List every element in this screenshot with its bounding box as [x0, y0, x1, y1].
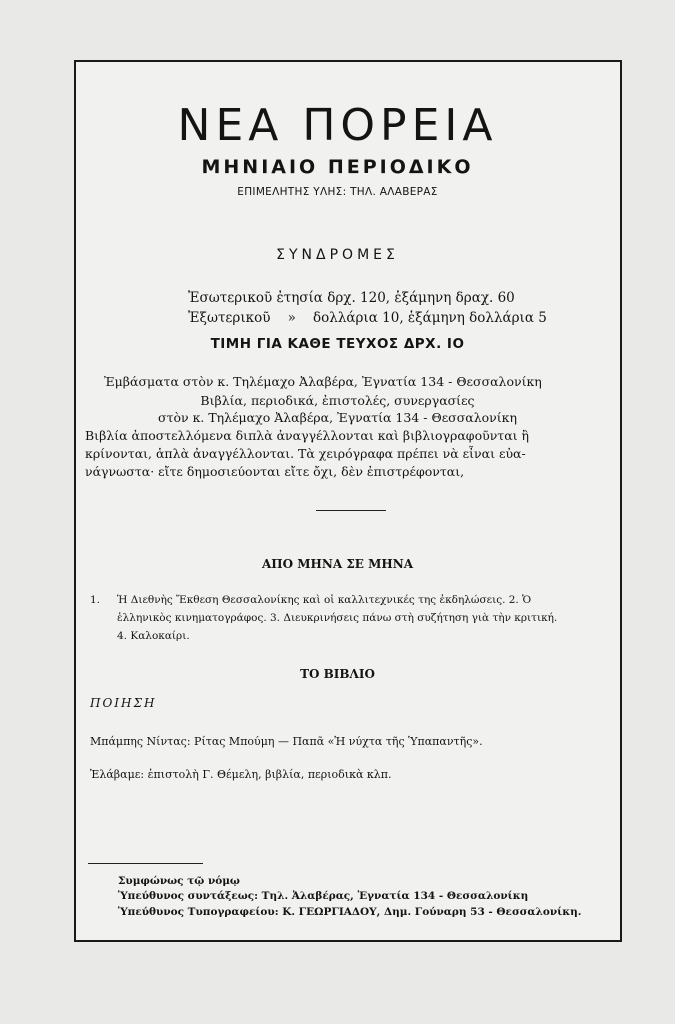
item-line-2: ἑλληνικὸς κινηματογράφος. 3. Διευκρινήσεις πάνω στὴ συζήτηση γιὰ τὴν κριτική.: [117, 612, 558, 624]
subscription-domestic: Ἐσωτερικοῦ ἐτησία δρχ. 120, ἑξάμηνη δραχ. 60: [188, 290, 515, 306]
subscription-foreign: Ἐξωτερικοῦ » δολλάρια 10, ἑξάμηνη δολλάρια 5: [188, 310, 547, 326]
contact-line-1: Ἐμβάσματα στὸν κ. Τηλέμαχο Ἀλαβέρα, Ἐγνατία 134 - Θεσσαλονίκη: [104, 374, 542, 389]
item-line-1: Ἡ Διεθνὴς Ἔκθεση Θεσσαλονίκης καὶ οἱ καλλιτεχνικές της ἐκδηλώσεις. 2. Ὁ: [117, 594, 532, 606]
issue-price: ΤΙΜΗ ΓΙΑ ΚΑΘΕ ΤΕΥΧΟΣ ΔΡΧ. ΙΟ: [210, 336, 465, 352]
subscriptions-heading: ΣΥΝΔΡΟΜΕΣ: [276, 247, 399, 263]
section-heading-book: ΤΟ ΒΙΒΛΙΟ: [300, 667, 375, 681]
item-number: 1.: [90, 594, 101, 606]
letters-entry: Ἐλάβαμε: ἐπιστολὴ Γ. Θέμελη, βιβλία, περιοδικὰ κλπ.: [90, 768, 392, 781]
magazine-subtitle: ΜΗΝΙΑΙΟ ΠΕΡΙΟΔΙΚΟ: [201, 156, 474, 178]
footer-line-3: Ὑπεύθυνος Τυπογραφείου: Κ. ΓΕΩΡΓΙΑΔΟΥ, Δημ. Γούναρη 53 - Θεσσαλονίκη.: [118, 906, 582, 918]
poetry-label: ΠΟΙΗΣΗ: [90, 696, 157, 710]
contact-line-6: νάγνωστα· εἴτε δημοσιεύονται εἴτε ὄχι, δὲν ἐπιστρέφονται,: [85, 464, 465, 479]
footer-line-1: Συμφώνως τῷ νόμῳ: [118, 875, 240, 887]
section-heading-month: ΑΠΟ ΜΗΝΑ ΣΕ ΜΗΝΑ: [261, 557, 414, 571]
editor-line: ΕΠΙΜΕΛΗΤΗΣ ΥΛΗΣ: ΤΗΛ. ΑΛΑΒΕΡΑΣ: [237, 186, 438, 198]
item-line-3: 4. Καλοκαίρι.: [117, 630, 190, 642]
footer-line-2: Ὑπεύθυνος συντάξεως: Τηλ. Ἀλαβέρας, Ἐγνατία 134 - Θεσσαλονίκη: [118, 890, 529, 902]
contact-line-3: στὸν κ. Τηλέμαχο Ἀλαβέρα, Ἐγνατία 134 - Θεσσαλονίκη: [158, 410, 517, 425]
contact-line-5: κρίνονται, ἁπλὰ ἀναγγέλλονται. Τὰ χειρόγραφα πρέπει νὰ εἶναι εὐα-: [85, 446, 526, 461]
section-divider: [316, 510, 386, 511]
contact-line-4: Βιβλία ἀποστελλόμενα διπλὰ ἀναγγέλλονται καὶ βιβλιογραφοῦνται ἢ: [85, 428, 530, 443]
poetry-entry: Μπάμπης Νίντας: Ρίτας Μπούμη — Παπᾶ «Ἡ νύχτα τῆς Ὑπαπαντῆς».: [90, 735, 483, 748]
footer-rule: [88, 863, 203, 864]
magazine-title: ΝΕΑ ΠΟΡΕΙΑ: [177, 100, 498, 151]
contact-line-2: Βιβλία, περιοδικά, ἐπιστολές, συνεργασίες: [200, 393, 475, 408]
